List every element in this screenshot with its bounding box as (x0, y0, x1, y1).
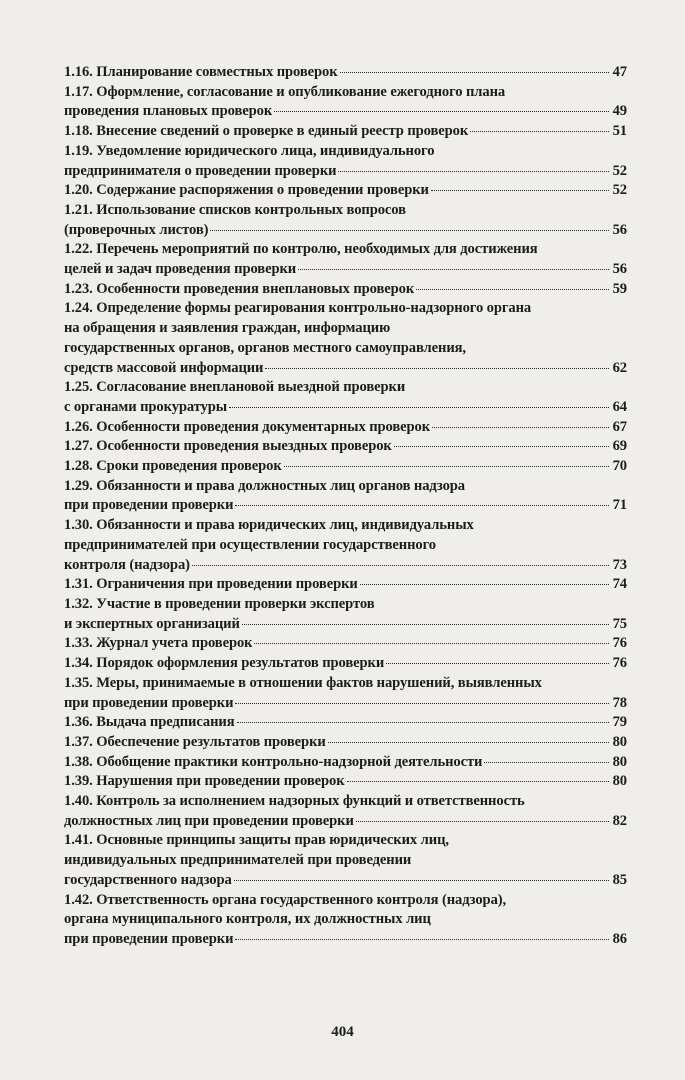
toc-entry (64, 595, 627, 634)
toc-entry-line (64, 713, 627, 733)
toc-entry (64, 122, 627, 142)
toc-entry-title: государственного надзора (64, 871, 232, 888)
toc-entry (64, 634, 627, 654)
toc-entry-line (64, 654, 627, 674)
toc-entry-title: 1.27. Особенности проведения выездных проверок (64, 438, 392, 455)
toc-page-number: 47 (612, 64, 627, 80)
toc-entry (64, 240, 627, 279)
toc-page-number: 80 (612, 773, 627, 790)
toc-entry (64, 280, 627, 300)
table-of-contents (64, 63, 627, 950)
toc-entry-title: с органами прокуратуры (64, 398, 228, 415)
toc-page-number: 73 (612, 556, 627, 573)
dot-leader (235, 939, 608, 940)
page-number: 404 (331, 1024, 354, 1040)
toc-entry-title: 1.35. Меры, принимаемые в отношении фактов нарушений, выявленных (64, 674, 542, 691)
toc-entry-title: 1.16. Планирование совместных проверок (64, 64, 338, 80)
dot-leader (432, 427, 609, 428)
toc-entry-line (64, 398, 627, 418)
toc-page-number: 51 (612, 123, 627, 140)
toc-entry (64, 83, 627, 122)
toc-page-number: 82 (612, 812, 627, 829)
toc-entry-line (64, 378, 627, 398)
toc-entry-title: контроля (надзора) (64, 556, 190, 573)
toc-entry-title: 1.24. Определение формы реагирования контрольно-надзорного органа (64, 300, 532, 317)
toc-entry-title: органа муниципального контроля, их должностных лиц (64, 911, 431, 928)
toc-entry (64, 142, 627, 181)
toc-entry-line (64, 437, 627, 457)
toc-entry-title: предпринимателя о проведении проверки (64, 162, 337, 179)
toc-entry-title: предпринимателей при осуществлении государственного (64, 536, 436, 553)
toc-entry (64, 516, 627, 575)
toc-page-number: 62 (612, 359, 627, 376)
toc-entry-line (64, 831, 627, 851)
toc-entry-title: 1.29. Обязанности и права должностных лиц органов надзора (64, 477, 465, 494)
toc-page-number: 80 (612, 753, 627, 770)
dot-leader (274, 111, 608, 112)
toc-entry (64, 654, 627, 674)
dot-leader (360, 584, 609, 585)
toc-page-number: 56 (612, 221, 627, 238)
toc-entry-title: 1.21. Использование списков контрольных вопросов (64, 201, 406, 218)
toc-entry-title: 1.37. Обеспечение результатов проверки (64, 733, 326, 750)
dot-leader (210, 230, 608, 231)
toc-page-number: 69 (612, 438, 627, 455)
toc-page-number: 78 (612, 694, 627, 711)
toc-entry-title: 1.28. Сроки проведения проверок (64, 458, 282, 475)
toc-entry (64, 713, 627, 733)
toc-entry-title: на обращения и заявления граждан, информацию (64, 320, 391, 337)
toc-entry-title: 1.22. Перечень мероприятий по контролю, необходимых для достижения (64, 241, 538, 258)
dot-leader (235, 703, 608, 704)
toc-entry-title: 1.19. Уведомление юридического лица, индивидуального (64, 142, 435, 159)
toc-entry-line (64, 122, 627, 142)
toc-entry-title: 1.17. Оформление, согласование и опубликование ежегодного плана (64, 83, 506, 100)
toc-entry-line (64, 634, 627, 654)
toc-page-number: 52 (612, 162, 627, 179)
toc-entry-line (64, 595, 627, 615)
toc-entry-title: при проведении проверки (64, 497, 234, 514)
dot-leader (347, 781, 609, 782)
toc-entry-title: 1.34. Порядок оформления результатов проверки (64, 655, 385, 672)
toc-entry-line (64, 299, 627, 319)
toc-page-number: 79 (612, 714, 627, 731)
dot-leader (394, 446, 609, 447)
toc-entry-title: 1.18. Внесение сведений о проверке в единый реестр проверок (64, 123, 469, 140)
toc-entry (64, 831, 627, 890)
dot-leader (284, 466, 609, 467)
toc-entry-line (64, 418, 627, 438)
toc-entry (64, 378, 627, 417)
toc-entry-line (64, 615, 627, 635)
toc-page-number: 74 (612, 576, 627, 593)
toc-entry-line (64, 181, 627, 201)
toc-entry-title: 1.40. Контроль за исполнением надзорных функций и ответственность (64, 793, 525, 810)
toc-entry-line (64, 162, 627, 182)
toc-entry (64, 772, 627, 792)
toc-page-number: 71 (612, 497, 627, 514)
toc-entry-line (64, 536, 627, 556)
toc-entry-title: проведения плановых проверок (64, 103, 273, 120)
toc-page-number: 67 (612, 418, 627, 435)
toc-entry (64, 753, 627, 773)
toc-entry-line (64, 516, 627, 536)
toc-entry-title: 1.41. Основные принципы защиты прав юридических лиц, (64, 832, 449, 849)
dot-leader (338, 171, 608, 172)
toc-entry-line (64, 83, 627, 103)
toc-entry-title: 1.33. Журнал учета проверок (64, 635, 253, 652)
toc-entry-line (64, 477, 627, 497)
toc-page-number: 70 (612, 458, 627, 475)
toc-entry (64, 181, 627, 201)
toc-entry-title: 1.42. Ответственность органа государственного контроля (надзора), (64, 891, 507, 908)
toc-entry (64, 299, 627, 378)
dot-leader (431, 190, 609, 191)
toc-entry-title: государственных органов, органов местного самоуправления, (64, 339, 466, 356)
toc-entry-line (64, 851, 627, 871)
toc-entry-line (64, 694, 627, 714)
toc-page-number: 86 (612, 930, 627, 947)
dot-leader (386, 663, 608, 664)
dot-leader (234, 880, 609, 881)
toc-entry-title: 1.23. Особенности проведения внеплановых проверок (64, 280, 415, 297)
toc-entry (64, 63, 627, 83)
toc-entry-title: 1.36. Выдача предписания (64, 714, 235, 731)
toc-entry-line (64, 812, 627, 832)
toc-page-number: 76 (612, 655, 627, 672)
toc-entry-line (64, 871, 627, 891)
toc-entry (64, 418, 627, 438)
dot-leader (356, 821, 609, 822)
toc-entry-title: средств массовой информации (64, 359, 264, 376)
toc-entry-line (64, 930, 627, 950)
dot-leader (192, 565, 609, 566)
toc-entry-title: 1.32. Участие в проведении проверки экспертов (64, 595, 375, 612)
toc-entry-title: 1.38. Обобщение практики контрольно-надзорной деятельности (64, 753, 483, 770)
toc-entry-title: 1.26. Особенности проведения документарных проверок (64, 418, 431, 435)
toc-entry-line (64, 674, 627, 694)
toc-entry (64, 674, 627, 713)
toc-entry-line (64, 733, 627, 753)
toc-entry-line (64, 910, 627, 930)
toc-page-number: 59 (612, 280, 627, 297)
dot-leader (416, 289, 608, 290)
toc-entry-line (64, 221, 627, 241)
toc-entry-title: при проведении проверки (64, 930, 234, 947)
toc-entry-line (64, 339, 627, 359)
toc-entry-title: 1.30. Обязанности и права юридических лиц, индивидуальных (64, 517, 474, 534)
toc-entry-line (64, 359, 627, 379)
toc-entry (64, 437, 627, 457)
dot-leader (254, 643, 608, 644)
dot-leader (340, 72, 609, 73)
toc-page-number: 52 (612, 182, 627, 199)
toc-entry (64, 792, 627, 831)
toc-entry (64, 733, 627, 753)
toc-entry (64, 457, 627, 477)
dot-leader (242, 624, 609, 625)
toc-entry-line (64, 280, 627, 300)
toc-entry-line (64, 496, 627, 516)
dot-leader (235, 505, 608, 506)
toc-page-number: 56 (612, 261, 627, 278)
toc-entry-line (64, 556, 627, 576)
toc-entry-title: 1.25. Согласование внеплановой выездной проверки (64, 379, 406, 396)
dot-leader (265, 368, 608, 369)
toc-entry-line (64, 240, 627, 260)
toc-entry-line (64, 575, 627, 595)
toc-entry (64, 891, 627, 950)
toc-entry-line (64, 260, 627, 280)
toc-entry-line (64, 201, 627, 221)
dot-leader (298, 269, 608, 270)
toc-entry-line (64, 891, 627, 911)
toc-page-number: 64 (612, 398, 627, 415)
toc-entry-line (64, 102, 627, 122)
toc-entry-line (64, 142, 627, 162)
toc-entry-title: 1.20. Содержание распоряжения о проведении проверки (64, 182, 429, 199)
toc-page-number: 80 (612, 733, 627, 750)
toc-entry-title: и экспертных организаций (64, 615, 240, 632)
toc-entry (64, 575, 627, 595)
toc-entry-title: при проведении проверки (64, 694, 234, 711)
toc-entry-line (64, 753, 627, 773)
toc-entry-line (64, 772, 627, 792)
dot-leader (328, 742, 609, 743)
toc-entry-title: целей и задач проведения проверки (64, 261, 297, 278)
toc-entry-line (64, 319, 627, 339)
toc-entry (64, 477, 627, 516)
toc-page-number: 75 (612, 615, 627, 632)
toc-entry-title: 1.31. Ограничения при проведении проверки (64, 576, 358, 593)
dot-leader (484, 762, 608, 763)
toc-entry-title: (проверочных листов) (64, 221, 209, 238)
dot-leader (229, 407, 608, 408)
toc-entry-title: индивидуальных предпринимателей при проведении (64, 852, 412, 869)
toc-entry-title: 1.39. Нарушения при проведении проверок (64, 773, 345, 790)
toc-page-number: 49 (612, 103, 627, 120)
toc-page-number: 76 (612, 635, 627, 652)
toc-entry-line (64, 457, 627, 477)
toc-entry-line (64, 63, 627, 83)
toc-entry-title: должностных лиц при проведении проверки (64, 812, 354, 829)
dot-leader (470, 131, 608, 132)
dot-leader (237, 722, 609, 723)
toc-page-number: 85 (612, 871, 627, 888)
toc-entry-line (64, 792, 627, 812)
toc-entry (64, 201, 627, 240)
